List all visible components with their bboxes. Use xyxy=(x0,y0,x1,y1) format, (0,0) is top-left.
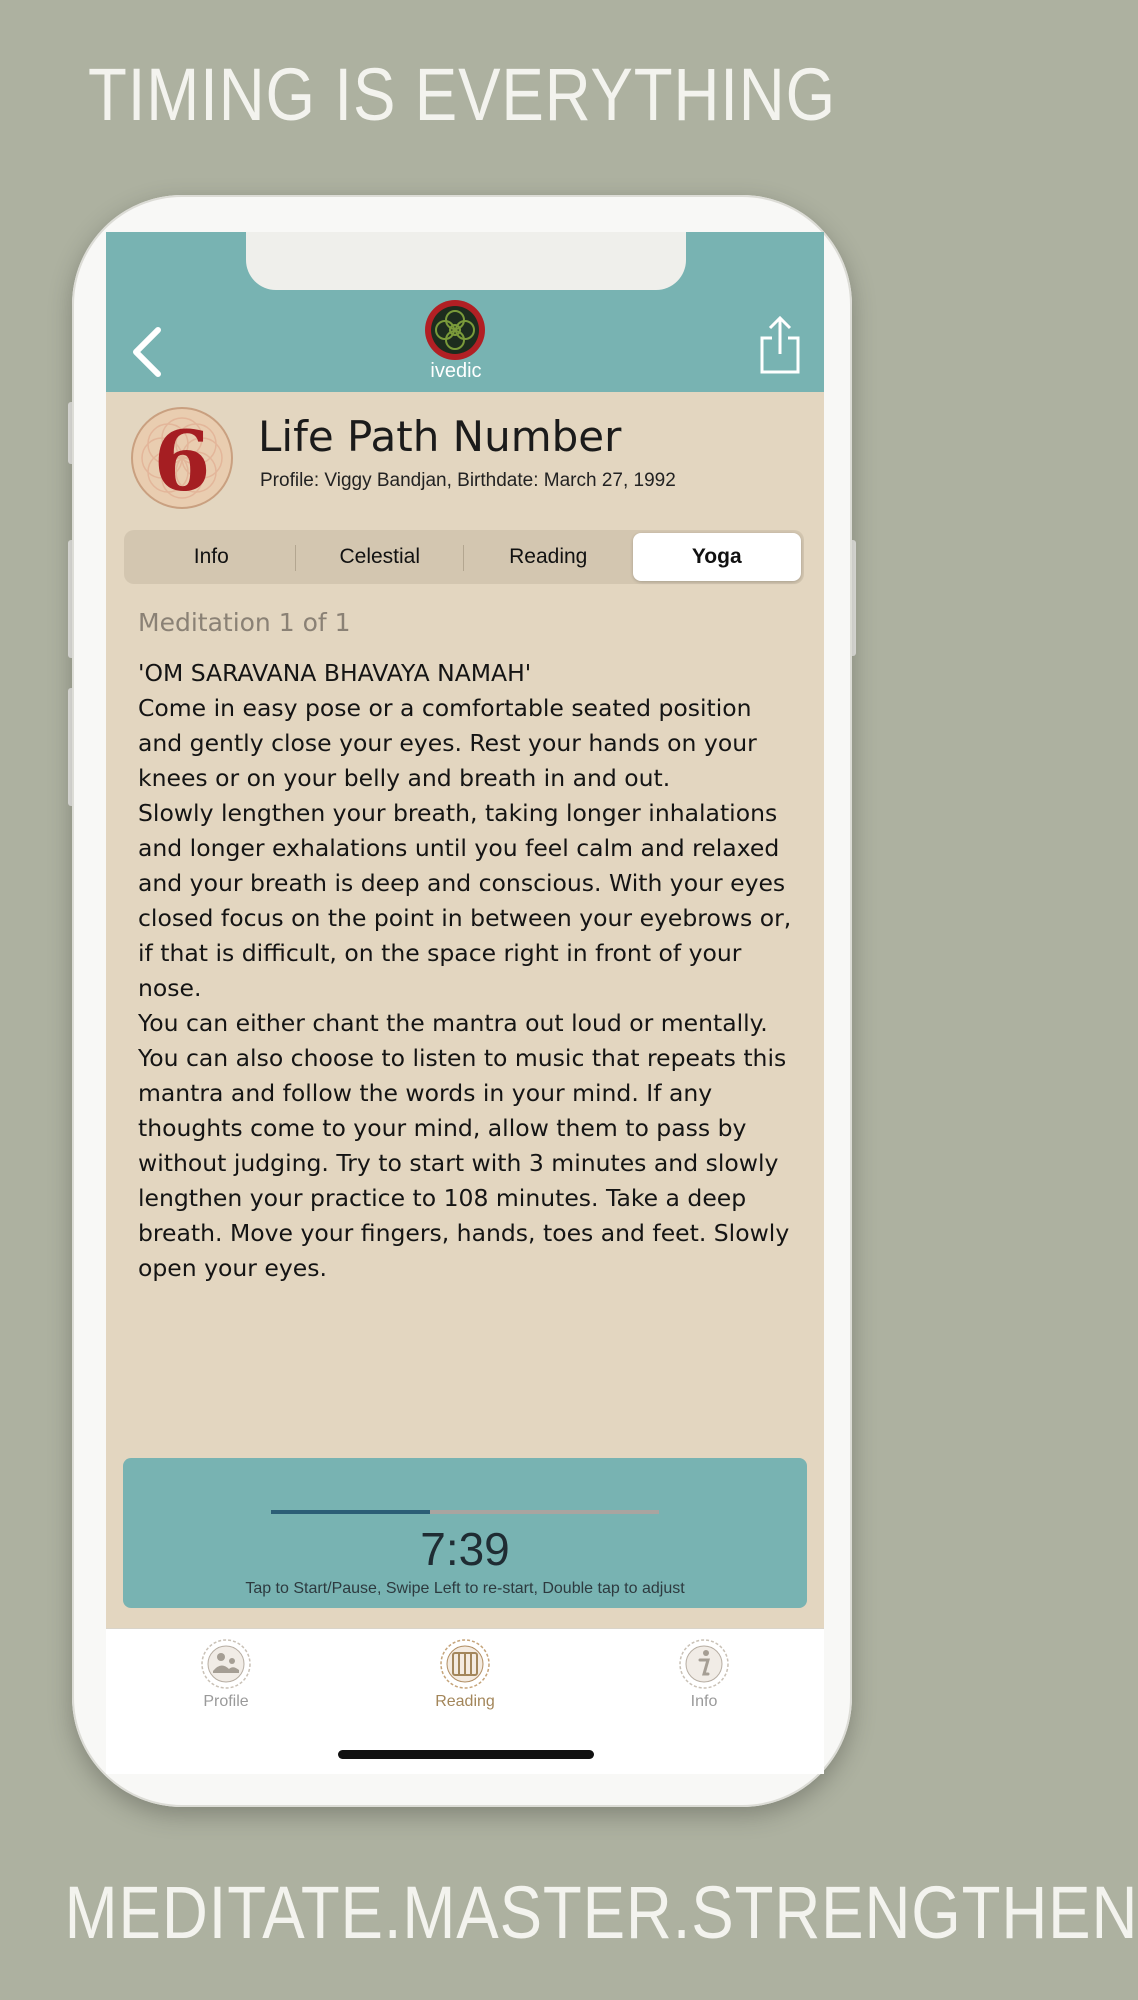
app-screen xyxy=(106,232,824,1774)
share-icon[interactable] xyxy=(756,314,804,378)
home-indicator[interactable] xyxy=(338,1750,594,1759)
bottom-tab-bar xyxy=(106,1628,824,1774)
timer-progress-fill xyxy=(271,1510,430,1514)
life-path-badge-icon xyxy=(130,406,234,510)
logo-text: ivedic xyxy=(430,360,482,382)
meditation-timer[interactable] xyxy=(123,1458,807,1608)
tabbar-item-profile[interactable] xyxy=(156,1637,296,1711)
timer-hint: Tap to Start/Pause, Swipe Left to re-start, Double tap to adjust xyxy=(245,1580,685,1597)
back-icon[interactable] xyxy=(126,324,166,380)
profile-icon xyxy=(199,1637,253,1691)
bottom-headline: MEDITATE.MASTER.STRENGTHEN xyxy=(64,1871,1138,1954)
top-headline: TIMING IS EVERYTHING xyxy=(88,53,836,136)
timer-value: 7:39 xyxy=(420,1523,510,1575)
meditation-text xyxy=(138,656,798,1286)
tabbar-label-reading: Reading xyxy=(435,1693,495,1710)
tabbar-label-profile: Profile xyxy=(203,1693,249,1710)
ivedic-logo-icon xyxy=(423,298,487,362)
page-title: Life Path Number xyxy=(258,412,622,461)
tabbar-item-reading[interactable] xyxy=(395,1637,535,1711)
mantra-line: 'OM SARAVANA BHAVAYA NAMAH' xyxy=(138,659,532,687)
tab-yoga[interactable]: Yoga xyxy=(633,533,802,581)
section-segmented-control xyxy=(124,530,804,584)
info-icon xyxy=(677,1637,731,1691)
tab-celestial[interactable]: Celestial xyxy=(296,533,465,581)
tab-info[interactable]: Info xyxy=(127,533,296,581)
instruction-paragraph: Slowly lengthen your breath, taking longer inhalations and longer exhalations until you feel calm and relaxed and your breath is deep and conscious. With your eyes closed focus on the point in between your eyebrows or, if that is difficult, on the space right in front of your nose. xyxy=(138,799,792,1002)
tabbar-item-info[interactable] xyxy=(634,1637,774,1711)
tab-reading[interactable]: Reading xyxy=(509,545,588,568)
reading-icon xyxy=(438,1637,492,1691)
profile-subtitle: Profile: Viggy Bandjan, Birthdate: March 27, 1992 xyxy=(260,470,676,491)
tabbar-label-info: Info xyxy=(690,1693,718,1710)
device-notch xyxy=(246,232,686,290)
instruction-paragraph: Come in easy pose or a comfortable seated position and gently close your eyes. Rest your hands on your knees or on your belly and breath in and out. xyxy=(138,694,757,792)
badge-number: 6 xyxy=(153,414,211,510)
meditation-count: Meditation 1 of 1 xyxy=(138,608,351,637)
timer-progress-track xyxy=(271,1510,659,1514)
instruction-paragraph: You can either chant the mantra out loud or mentally. You can also choose to listen to music that repeats this mantra and follow the words in your mind. If any thoughts come to your mind, allow them to pass by without judging. Try to start with 3 minutes and slowly lengthen your practice to 108 minutes. Take a deep breath. Move your fingers, hands, toes and feet. Slowly open your eyes. xyxy=(138,1009,790,1282)
